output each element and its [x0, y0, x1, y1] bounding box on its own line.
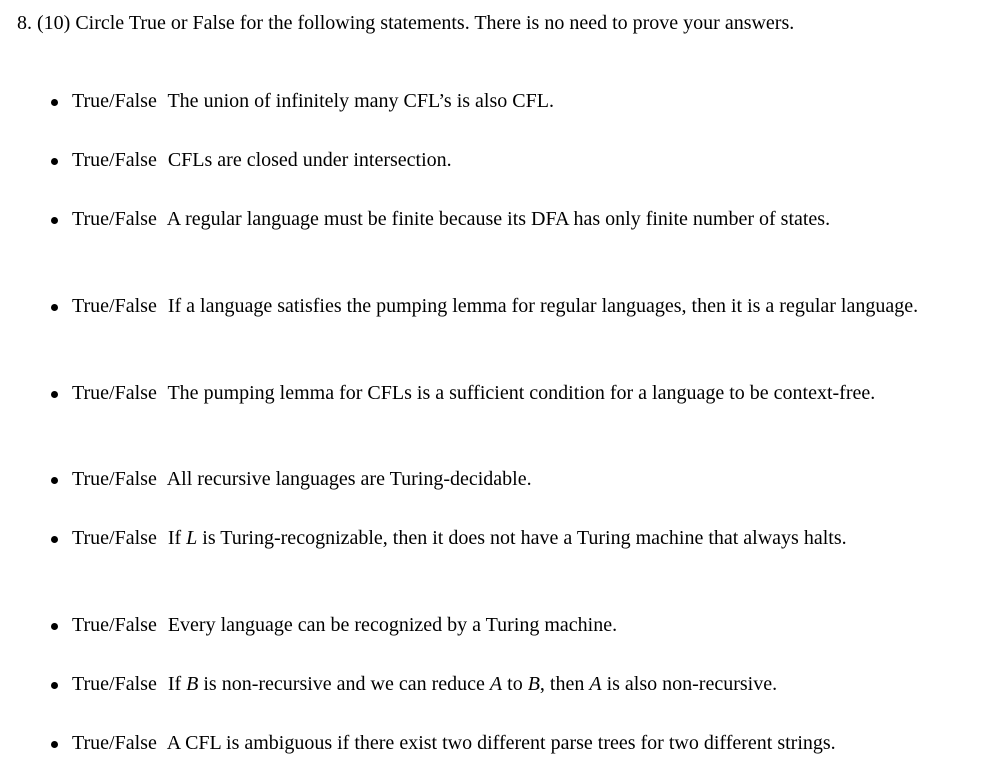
statement-body: If	[167, 527, 187, 549]
bullet-icon	[48, 147, 60, 174]
true-false-choice[interactable]: True/False	[72, 614, 157, 636]
statement-item	[48, 206, 954, 233]
statement-body: is also non-recursive.	[601, 673, 778, 695]
statement-text	[72, 293, 954, 320]
true-false-choice[interactable]: True/False	[72, 90, 157, 112]
statement-item	[48, 525, 954, 552]
statement-body: to	[502, 673, 528, 695]
bullet-icon	[48, 525, 60, 552]
true-false-choice[interactable]: True/False	[72, 673, 157, 695]
statement-item	[48, 380, 954, 407]
true-false-choice[interactable]: True/False	[72, 732, 157, 754]
statement-body: CFLs are closed under intersection.	[167, 149, 452, 171]
statement-text	[72, 612, 954, 639]
statement-text	[72, 466, 954, 493]
statement-body: , then	[539, 673, 590, 695]
bullet-icon	[48, 380, 60, 407]
statement-body: All recursive languages are Turing-decidable.	[166, 468, 532, 490]
true-false-choice[interactable]: True/False	[72, 468, 157, 490]
question-header: 8. (10) Circle True or False for the following statements. There is no need to prove your answers.	[17, 12, 795, 34]
statement-text	[72, 525, 954, 552]
statement-body: is Turing-recognizable, then it does not have a Turing machine that always halts.	[197, 527, 847, 549]
statement-body: If	[167, 673, 187, 695]
statement-body: The pumping lemma for CFLs is a sufficient condition for a language to be context-free.	[167, 382, 876, 404]
math-variable: B	[186, 673, 199, 695]
true-false-choice[interactable]: True/False	[72, 149, 157, 171]
statement-text	[72, 671, 954, 698]
true-false-choice[interactable]: True/False	[72, 208, 157, 230]
statement-body: A CFL is ambiguous if there exist two different parse trees for two different strings.	[166, 732, 836, 754]
statement-item	[48, 147, 954, 174]
statement-item	[48, 730, 954, 757]
statement-item	[48, 466, 954, 493]
statement-text	[72, 88, 954, 115]
bullet-icon	[48, 88, 60, 115]
statement-item	[48, 671, 954, 698]
statement-text	[72, 206, 954, 233]
bullet-icon	[48, 293, 60, 320]
statement-body: If a language satisfies the pumping lemma for regular languages, then it is a regular language.	[167, 295, 919, 317]
bullet-icon	[48, 671, 60, 698]
statement-text	[72, 147, 954, 174]
true-false-choice[interactable]: True/False	[72, 295, 157, 317]
bullet-icon	[48, 612, 60, 639]
statement-item	[48, 293, 954, 320]
statement-item	[48, 612, 954, 639]
true-false-choice[interactable]: True/False	[72, 382, 157, 404]
math-variable: L	[186, 527, 198, 549]
statement-body: A regular language must be finite because its DFA has only finite number of states.	[166, 208, 831, 230]
statement-text	[72, 380, 954, 407]
statement-body: is non-recursive and we can reduce	[198, 673, 490, 695]
bullet-icon	[48, 730, 60, 757]
statement-body: The union of infinitely many CFL’s is also CFL.	[167, 90, 554, 112]
bullet-icon	[48, 206, 60, 233]
math-variable: B	[527, 673, 540, 695]
statement-text	[72, 730, 954, 757]
bullet-icon	[48, 466, 60, 493]
statement-item	[48, 88, 954, 115]
math-variable: A	[489, 673, 503, 695]
statement-body: Every language can be recognized by a Turing machine.	[167, 614, 618, 636]
true-false-choice[interactable]: True/False	[72, 527, 157, 549]
math-variable: A	[589, 673, 602, 695]
